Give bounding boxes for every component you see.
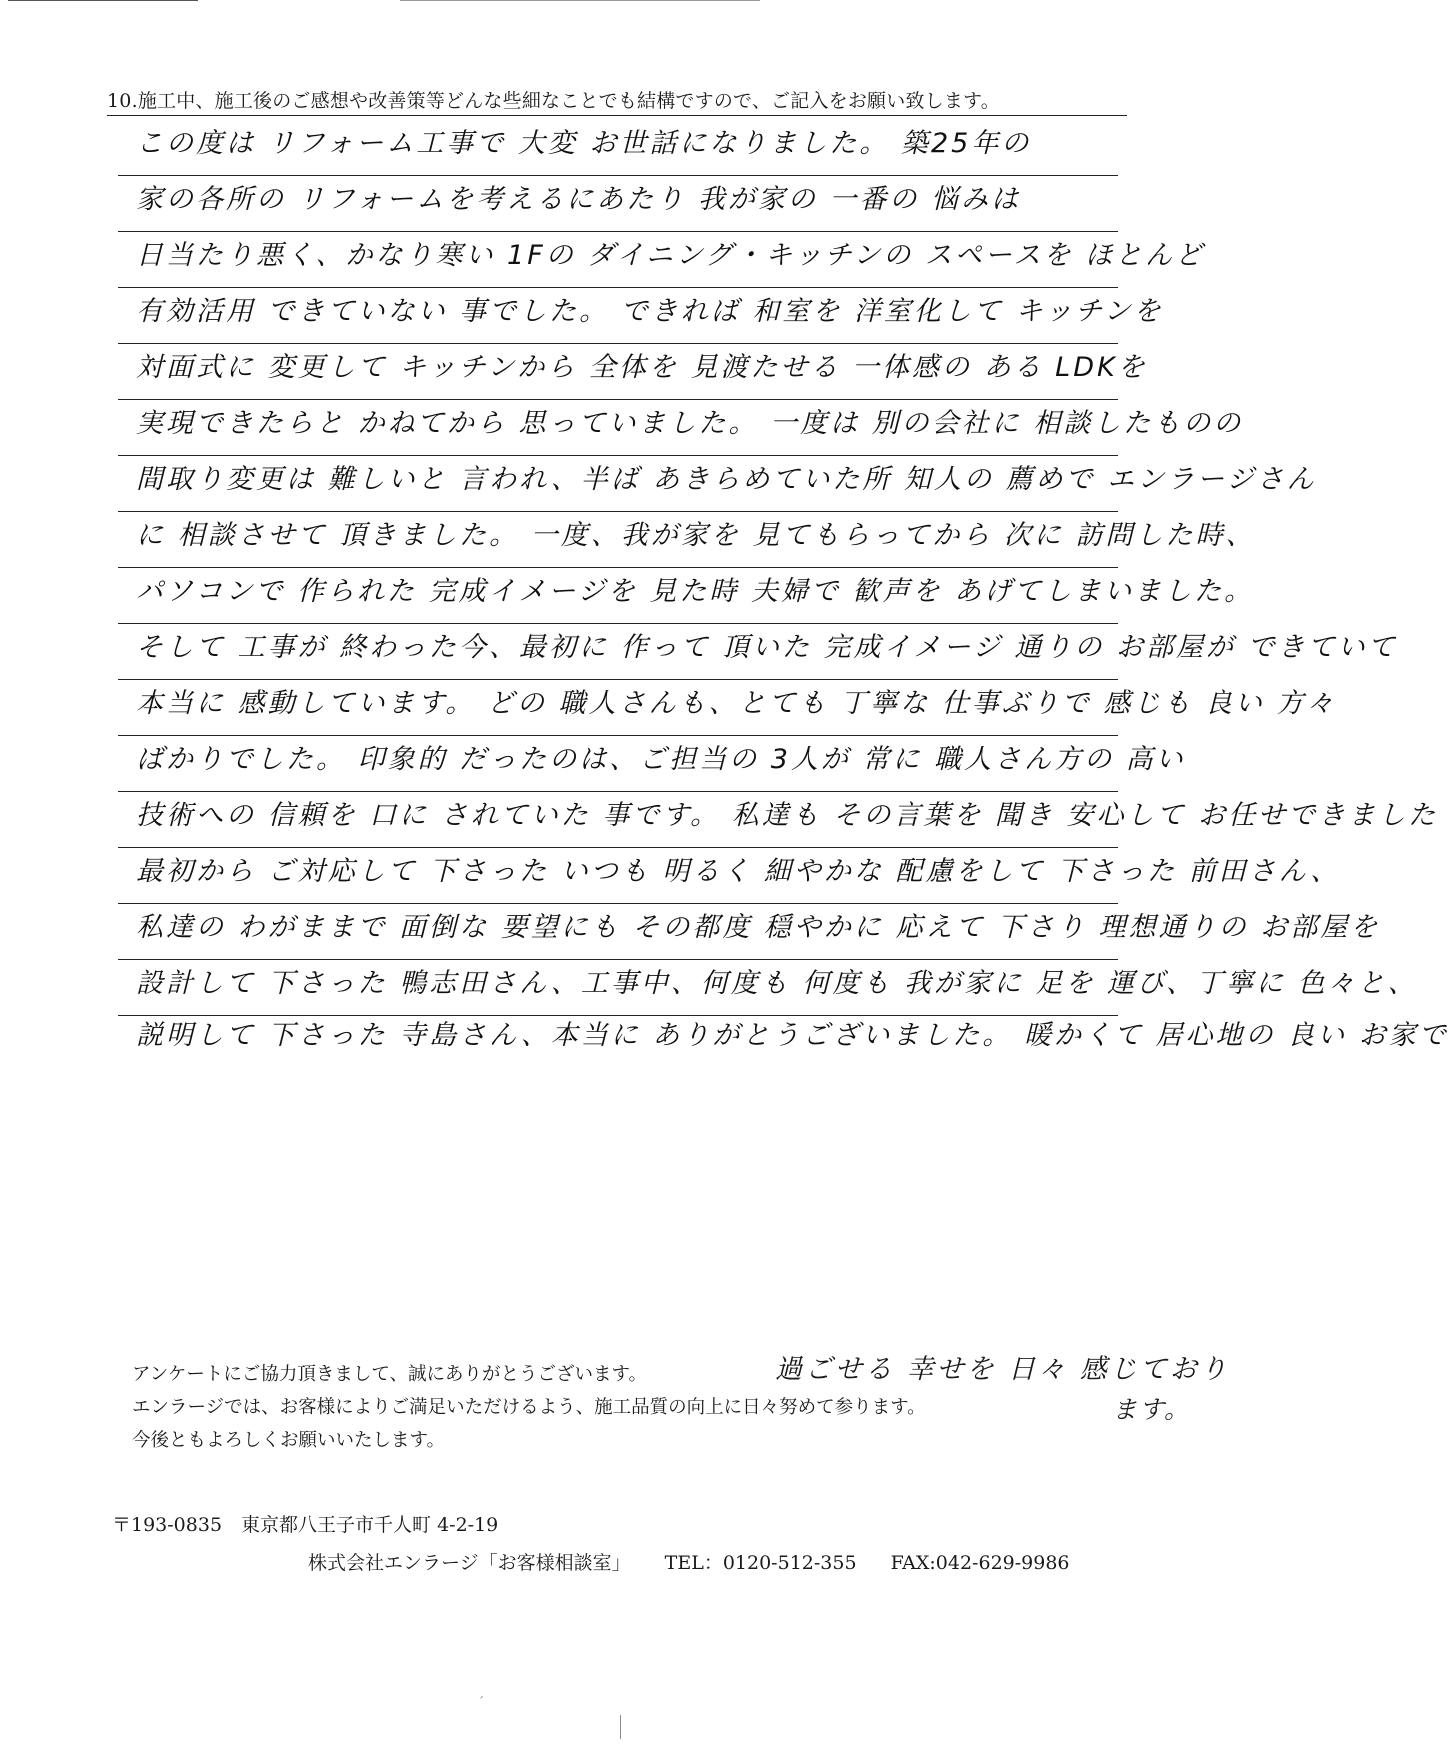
top-rule-2 [400,0,760,1]
thank-you-message [132,1358,926,1457]
thank-you-line: アンケートにご協力頂きまして、誠にありがとうございます。 [132,1364,648,1385]
company-contact [308,1548,1098,1575]
answer-end: ます。 [1112,1395,1192,1424]
answer-line: この度は リフォーム工事で 大変 お世話になりました。 築25年の [118,120,1118,176]
company-name: 株式会社エンラージ「お客様相談室」 [308,1552,631,1574]
answer-line: 日当たり悪く、かなり寒い 1Fの ダイニング・キッチンの スペースを ほとんど [118,232,1118,288]
answer-line: 本当に 感動しています。 どの 職人さんも、とても 丁寧な 仕事ぶりで 感じも 良い 方々 [118,680,1118,736]
answer-line: ばかりでした。 印象的 だったのは、ご担当の 3人が 常に 職人さん方の 高い [118,736,1118,792]
answer-line: 間取り変更は 難しいと 言われ、半ば あきらめていた所 知人の 薦めで エンラージさん [118,456,1118,512]
handwritten-answer [118,120,1449,1060]
answer-line: パソコンで 作られた 完成イメージを 見た時 夫婦で 歓声を あげてしまいました。 [118,568,1118,624]
answer-line: 実現できたらと かねてから 思っていました。 一度は 別の会社に 相談したものの [118,400,1118,456]
answer-line: 対面式に 変更して キッチンから 全体を 見渡たせる 一体感の ある LDKを [118,344,1118,400]
fax-number: FAX:042-629-9986 [890,1552,1070,1574]
answer-line: 説明して 下さった 寺島さん、本当に ありがとうございました。 暖かくて 居心地の 良い お家で [136,1020,1449,1051]
answer-line: 技術への 信頼を 口に されていた 事です。 私達も その言葉を 聞き 安心して お任せできました [118,792,1118,848]
answer-continuation: 過ごせる 幸せを 日々 感じており [775,1354,1230,1385]
phone-number: TEL：0120-512-355 [664,1552,857,1574]
thank-you-line: エンラージでは、お客様によりご満足いただけるよう、施工品質の向上に日々努めて参ります。 [132,1397,926,1418]
answer-line: そして 工事が 終わった今、最初に 作って 頂いた 完成イメージ 通りの お部屋が できていて [118,624,1118,680]
answer-line: に 相談させて 頂きました。 一度、我が家を 見てもらってから 次に 訪問した時、 [118,512,1118,568]
answer-line: 私達の わがままで 面倒な 要望にも その都度 穏やかに 応えて 下さり 理想通りの お部屋を [118,904,1118,960]
answer-line: 家の各所の リフォームを考えるにあたり 我が家の 一番の 悩みは [118,176,1118,232]
answer-line: 設計して 下さった 鴨志田さん、工事中、何度も 何度も 我が家に 足を 運び、丁寧に 色々と、 [118,960,1118,1016]
scan-mark [620,1715,621,1739]
answer-line: 有効活用 できていない 事でした。 できれば 和室を 洋室化して キッチンを [118,288,1118,344]
answer-line: 最初から ご対応して 下さった いつも 明るく 細やかな 配慮をして 下さった 前田さん、 [118,848,1118,904]
scan-speck: ´ [478,1695,484,1709]
thank-you-line: 今後ともよろしくお願いいたします。 [132,1430,446,1451]
top-rule [8,0,198,1]
survey-question: 10.施工中、施工後のご感想や改善策等どんな些細なことでも結構ですので、ご記入をお願い致します。 [107,86,1127,116]
company-address: 〒193-0835 東京都八王子市千人町 4-2-19 [112,1514,499,1536]
